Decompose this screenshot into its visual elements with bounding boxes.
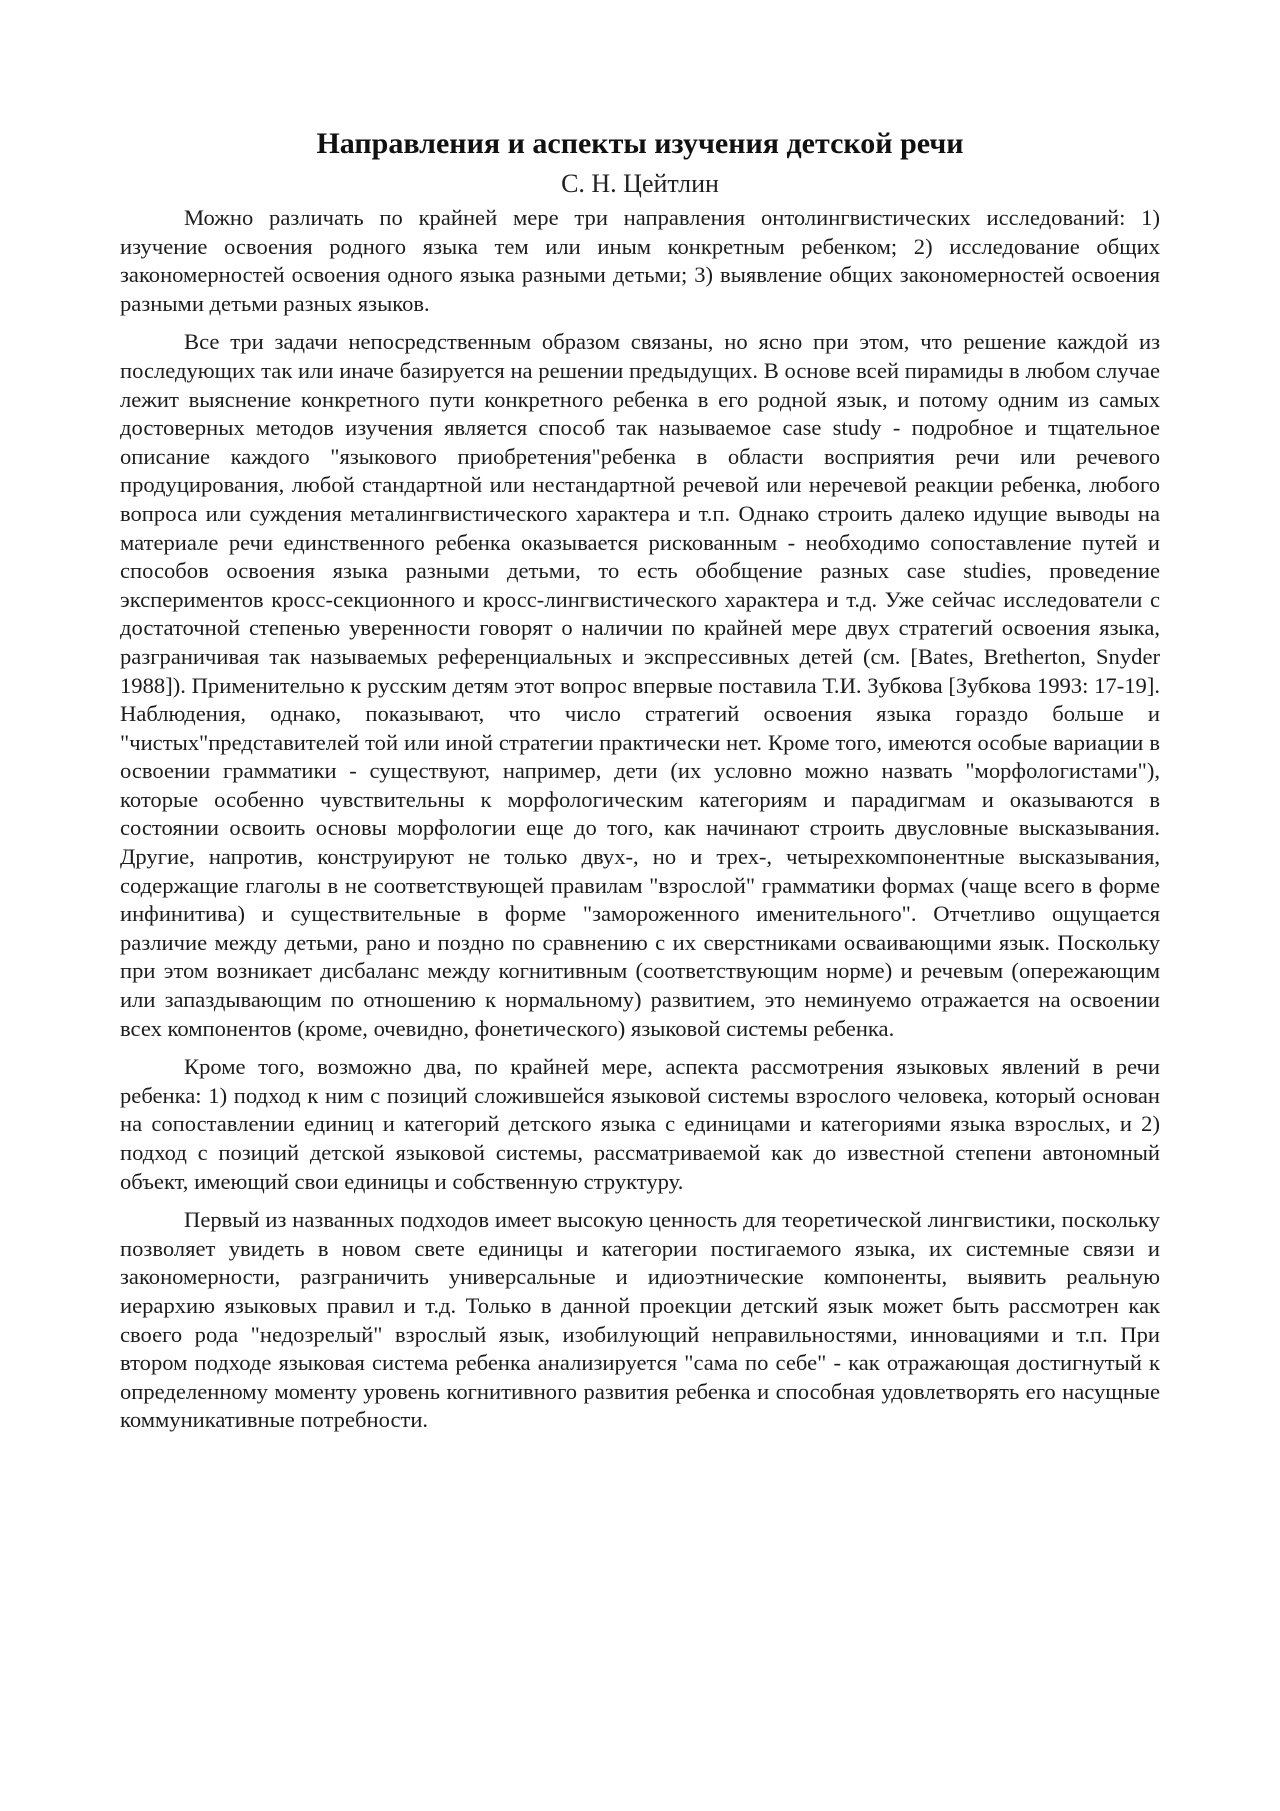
document-author: С. Н. Цейтлин bbox=[561, 169, 719, 198]
paragraph-1: Можно различать по крайней мере три направления онтолингвистических исследований: 1) изучение освоения родного языка тем или иным конкретным ребенком; 2) исследование общих закономерностей освоения одного языка разными детьми; 3) выявление общих закономерностей освоения разными детьми разных языков. bbox=[120, 205, 1160, 316]
document-title: Направления и аспекты изучения детской речи bbox=[316, 127, 964, 160]
paragraph-3: Кроме того, возможно два, по крайней мере, аспекта рассмотрения языковых явлений в речи ребенка: 1) подход к ним с позиций сложившейся языковой системы взрослого человека, который основан на сопоставлении единиц и категорий детского языка с единицами и категориями языка взрослых, и 2) подход с позиций детской языковой системы, рассматриваемой как до известной степени автономный объект, имеющий свои единицы и собственную структуру. bbox=[120, 1054, 1160, 1194]
document-body bbox=[120, 120, 1160, 1445]
paragraph-2: Все три задачи непосредственным образом связаны, но ясно при этом, что решение каждой из последующих так или иначе базируется на решении предыдущих. В основе всей пирамиды в любом случае лежит выяснение конкретного пути конкретного ребенка в его родной язык, и потому одним из самых достоверных методов изучения является способ так называемое case study - подробное и тщательное описание каждого "языкового приобретения"ребенка в области восприятия речи или речевого продуцирования, любой стандартной или нестандартной речевой или неречевой реакции ребенка, любого вопроса или суждения металингвистического характера и т.п. Однако строить далеко идущие выводы на материале речи единственного ребенка оказывается рискованным - необходимо сопоставление путей и способов освоения языка разными детьми, то есть обобщение разных case studies, проведение экспериментов кросс-секционного и кросс-лингвистического характера и т.д. Уже сейчас исследователи с достаточной степенью уверенности говорят о наличии по крайней мере двух стратегий освоения языка, разграничивая так называемых референциальных и экспрессивных детей (см. [Bates, Bretherton, Snyder 1988]). Применительно к русским детям этот вопрос впервые поставила Т.И. Зубкова [Зубкова 1993: 17-19]. Наблюдения, однако, показывают, что число стратегий освоения языка гораздо больше и "чистых"представителей той или иной стратегии практически нет. Кроме того, имеются особые вариации в освоении грамматики - существуют, например, дети (их условно можно назвать "морфологистами"), которые особенно чувствительны к морфологическим категориям и парадигмам и оказываются в состоянии освоить основы морфологии еще до того, как начинают строить двусловные высказывания. Другие, напротив, конструируют не только двух-, но и трех-, четырехкомпонентные высказывания, содержащие глаголы в не соответствующей правилам "взрослой" грамматики формах (чаще всего в форме инфинитива) и существительные в форме "замороженного именительного". Отчетливо ощущается различие между детьми, рано и поздно по сравнению с их сверстниками осваивающими язык. Поскольку при этом возникает дисбаланс между когнитивным (соответствующим норме) и речевым (опережающим или запаздывающим по отношению к нормальному) развитием, это неминуемо отражается на освоении всех компонентов (кроме, очевидно, фонетического) языковой системы ребенка. bbox=[120, 329, 1160, 1041]
paragraph-4: Первый из названных подходов имеет высокую ценность для теоретической лингвистики, поскольку позволяет увидеть в новом свете единицы и категории постигаемого языка, их системные связи и закономерности, разграничить универсальные и идиоэтнические компоненты, выявить реальную иерархию языковых правил и т.д. Только в данной проекции детский язык может быть рассмотрен как своего рода "недозрелый" взрослый язык, изобилующий неправильностями, инновациями и т.п. При втором подходе языковая система ребенка анализируется "сама по себе" - как отражающая достигнутый к определенному моменту уровень когнитивного развития ребенка и способная удовлетворять его насущные коммуникативные потребности. bbox=[120, 1207, 1160, 1433]
